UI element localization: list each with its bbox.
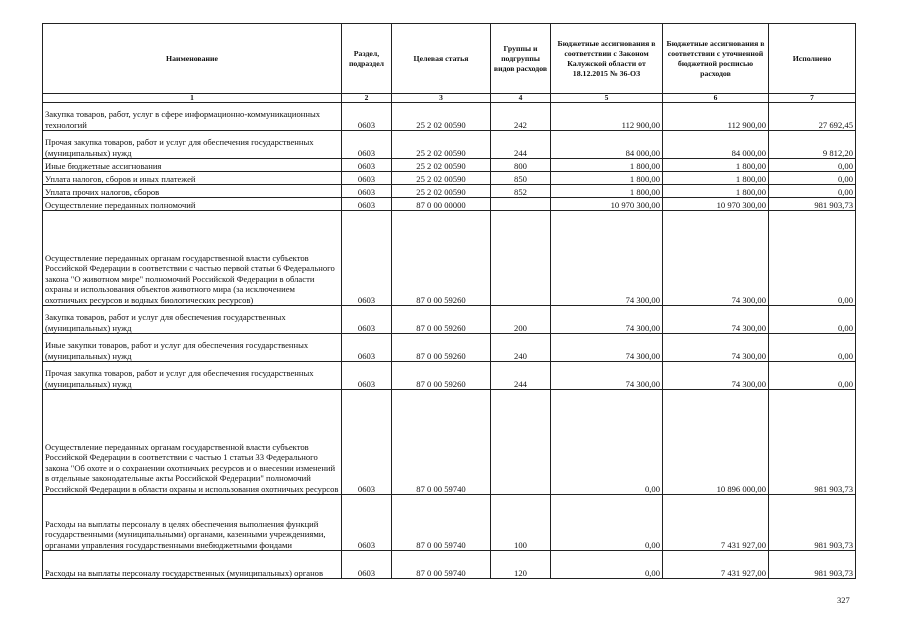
row-target-article: 87 0 00 59260: [392, 334, 491, 362]
row-law-allocation: 1 800,00: [551, 159, 663, 172]
column-number: 2: [342, 94, 392, 103]
row-law-allocation: 0,00: [551, 551, 663, 579]
header-section: Раздел, подраздел: [342, 24, 392, 94]
budget-table: [42, 23, 856, 579]
row-expense-group: 120: [491, 551, 551, 579]
row-target-article: 87 0 00 00000: [392, 198, 491, 211]
row-executed: 0,00: [769, 334, 856, 362]
row-section: 0603: [342, 495, 392, 551]
table-row: [43, 362, 856, 390]
row-section: 0603: [342, 551, 392, 579]
row-section: 0603: [342, 172, 392, 185]
row-expense-group: 100: [491, 495, 551, 551]
row-target-article: 87 0 00 59260: [392, 362, 491, 390]
row-law-allocation: 0,00: [551, 390, 663, 495]
row-roster-allocation: 7 431 927,00: [663, 551, 769, 579]
row-expense-group: 800: [491, 159, 551, 172]
table-row: [43, 198, 856, 211]
row-roster-allocation: 74 300,00: [663, 306, 769, 334]
row-target-article: 25 2 02 00590: [392, 131, 491, 159]
row-law-allocation: 74 300,00: [551, 211, 663, 306]
row-roster-allocation: 74 300,00: [663, 334, 769, 362]
row-name: Иные закупки товаров, работ и услуг для обеспечения государственных (муниципальных) нужд: [43, 334, 342, 362]
page-number: 327: [837, 595, 850, 605]
row-law-allocation: 84 000,00: [551, 131, 663, 159]
row-section: 0603: [342, 334, 392, 362]
row-executed: 981 903,73: [769, 198, 856, 211]
row-executed: 27 692,45: [769, 103, 856, 131]
row-target-article: 87 0 00 59260: [392, 211, 491, 306]
table-row: [43, 185, 856, 198]
column-number: 1: [43, 94, 342, 103]
row-executed: 0,00: [769, 362, 856, 390]
row-law-allocation: 74 300,00: [551, 306, 663, 334]
row-roster-allocation: 7 431 927,00: [663, 495, 769, 551]
row-section: 0603: [342, 211, 392, 306]
row-section: 0603: [342, 185, 392, 198]
row-executed: 981 903,73: [769, 551, 856, 579]
row-target-article: 25 2 02 00590: [392, 172, 491, 185]
row-roster-allocation: 10 896 000,00: [663, 390, 769, 495]
header-target-article: Целевая статья: [392, 24, 491, 94]
row-section: 0603: [342, 198, 392, 211]
row-roster-allocation: 74 300,00: [663, 211, 769, 306]
table-row: [43, 211, 856, 306]
row-section: 0603: [342, 362, 392, 390]
row-target-article: 87 0 00 59740: [392, 551, 491, 579]
row-executed: 981 903,73: [769, 495, 856, 551]
row-executed: 0,00: [769, 159, 856, 172]
row-name: Осуществление переданных органам государственной власти субъектов Российской Федерации в соответствии с частью первой статьи 6 Федерального закона "О животном мире" полномочий Российской Федерации в области охраны и использования объектов животного мира (за исключением охотничьих ресурсов и водных биологических ресурсов): [43, 211, 342, 306]
row-name: Уплата налогов, сборов и иных платежей: [43, 172, 342, 185]
row-executed: 0,00: [769, 306, 856, 334]
row-name: Уплата прочих налогов, сборов: [43, 185, 342, 198]
row-law-allocation: 1 800,00: [551, 172, 663, 185]
row-section: 0603: [342, 131, 392, 159]
row-expense-group: 240: [491, 334, 551, 362]
row-executed: 981 903,73: [769, 390, 856, 495]
row-name: Прочая закупка товаров, работ и услуг для обеспечения государственных (муниципальных) нужд: [43, 131, 342, 159]
table-row: [43, 306, 856, 334]
row-section: 0603: [342, 390, 392, 495]
row-target-article: 25 2 02 00590: [392, 159, 491, 172]
table-row: [43, 390, 856, 495]
header-expense-group: Группы и подгруппы видов расходов: [491, 24, 551, 94]
row-law-allocation: 74 300,00: [551, 334, 663, 362]
row-expense-group: [491, 390, 551, 495]
row-name: Расходы на выплаты персоналу в целях обеспечения выполнения функций государственными (муниципальными) органами, казенными учреждениями, органами управления государственными внебюджетными фондами: [43, 495, 342, 551]
row-executed: 0,00: [769, 185, 856, 198]
row-name: Осуществление переданных полномочий: [43, 198, 342, 211]
row-expense-group: 244: [491, 131, 551, 159]
table-row: [43, 159, 856, 172]
header-executed: Исполнено: [769, 24, 856, 94]
table-row: [43, 495, 856, 551]
table-row: [43, 551, 856, 579]
row-law-allocation: 1 800,00: [551, 185, 663, 198]
column-number: 7: [769, 94, 856, 103]
column-number-row: [43, 94, 856, 103]
row-roster-allocation: 1 800,00: [663, 172, 769, 185]
row-roster-allocation: 84 000,00: [663, 131, 769, 159]
row-name: Закупка товаров, работ и услуг для обеспечения государственных (муниципальных) нужд: [43, 306, 342, 334]
table-row: [43, 103, 856, 131]
table-header-row: [43, 24, 856, 94]
row-executed: 0,00: [769, 172, 856, 185]
row-expense-group: [491, 211, 551, 306]
row-name: Закупка товаров, работ, услуг в сфере информационно-коммуникационных технологий: [43, 103, 342, 131]
row-roster-allocation: 1 800,00: [663, 159, 769, 172]
row-target-article: 25 2 02 00590: [392, 185, 491, 198]
row-expense-group: [491, 198, 551, 211]
row-expense-group: 852: [491, 185, 551, 198]
row-expense-group: 850: [491, 172, 551, 185]
row-section: 0603: [342, 103, 392, 131]
row-target-article: 87 0 00 59740: [392, 390, 491, 495]
row-target-article: 25 2 02 00590: [392, 103, 491, 131]
header-law-allocation: Бюджетные ассигнования в соответствии с Законом Калужской области от 18.12.2015 № 36-ОЗ: [551, 24, 663, 94]
row-target-article: 87 0 00 59260: [392, 306, 491, 334]
table-row: [43, 334, 856, 362]
row-roster-allocation: 112 900,00: [663, 103, 769, 131]
row-name: Прочая закупка товаров, работ и услуг для обеспечения государственных (муниципальных) нужд: [43, 362, 342, 390]
row-law-allocation: 112 900,00: [551, 103, 663, 131]
column-number: 3: [392, 94, 491, 103]
row-name: Осуществление переданных органам государственной власти субъектов Российской Федерации в соответствии с частью 1 статьи 33 Федерального закона "Об охоте и о сохранении охотничьих ресурсов и о внесении изменений в отдельные законодательные акты Российской Федерации" полномочий Российской Федерации в области охраны и использования охотничьих ресурсов: [43, 390, 342, 495]
row-executed: 9 812,20: [769, 131, 856, 159]
row-name: Иные бюджетные ассигнования: [43, 159, 342, 172]
row-expense-group: 244: [491, 362, 551, 390]
column-number: 5: [551, 94, 663, 103]
table-row: [43, 131, 856, 159]
row-law-allocation: 74 300,00: [551, 362, 663, 390]
row-roster-allocation: 1 800,00: [663, 185, 769, 198]
row-section: 0603: [342, 159, 392, 172]
column-number: 4: [491, 94, 551, 103]
column-number: 6: [663, 94, 769, 103]
row-expense-group: 200: [491, 306, 551, 334]
row-roster-allocation: 10 970 300,00: [663, 198, 769, 211]
row-law-allocation: 0,00: [551, 495, 663, 551]
row-executed: 0,00: [769, 211, 856, 306]
row-target-article: 87 0 00 59740: [392, 495, 491, 551]
header-roster-allocation: Бюджетные ассигнования в соответствии с уточненной бюджетной росписью расходов: [663, 24, 769, 94]
table-row: [43, 172, 856, 185]
row-section: 0603: [342, 306, 392, 334]
row-name: Расходы на выплаты персоналу государственных (муниципальных) органов: [43, 551, 342, 579]
row-expense-group: 242: [491, 103, 551, 131]
header-name: Наименование: [43, 24, 342, 94]
row-roster-allocation: 74 300,00: [663, 362, 769, 390]
row-law-allocation: 10 970 300,00: [551, 198, 663, 211]
